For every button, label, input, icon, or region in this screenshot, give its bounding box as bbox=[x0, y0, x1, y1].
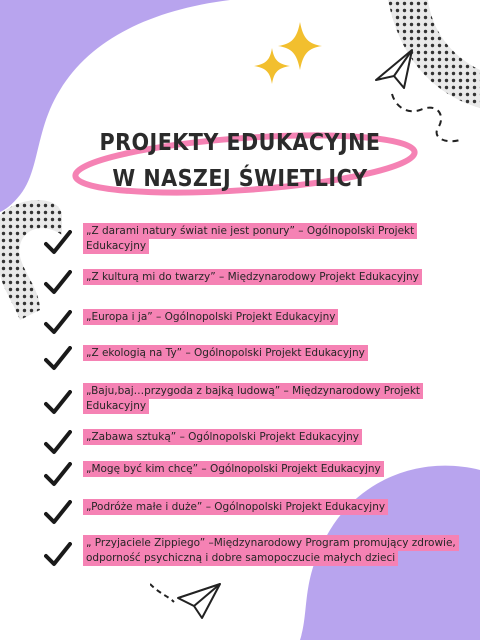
checkmark-icon bbox=[44, 310, 72, 336]
checkmark-icon bbox=[44, 346, 72, 372]
page-title bbox=[87, 125, 393, 197]
project-label: „Z ekologią na Ty” – Ogólnopolski Projekt Edukacyjny bbox=[83, 345, 368, 361]
title-line-2: W NASZEJ ŚWIETLICY bbox=[112, 166, 368, 192]
project-label: „Mogę być kim chcę” – Ogólnopolski Projekt Edukacyjny bbox=[83, 461, 384, 477]
project-label: „Podróże małe i duże” – Ogólnopolski Projekt Edukacyjny bbox=[83, 499, 388, 515]
checkmark-icon bbox=[44, 500, 72, 526]
project-label: „Z darami natury świat nie jest ponury” – Ogólnopolski Projekt Edukacyjny bbox=[83, 223, 417, 254]
checkmark-icon bbox=[44, 390, 72, 416]
project-label: „ Przyjaciele Zippiego” –Międzynarodowy Program promujący zdrowie, odporność psychiczną i dobre samopoczucie małych dzieci bbox=[83, 535, 459, 566]
project-label: „Z kulturą mi do twarzy” – Międzynarodowy Projekt Edukacyjny bbox=[83, 269, 422, 285]
project-label: „Zabawa sztuką” – Ogólnopolski Projekt Edukacyjny bbox=[83, 429, 362, 445]
checkmark-icon bbox=[44, 270, 72, 296]
checkmark-icon bbox=[44, 430, 72, 456]
paper-plane-bottom-icon bbox=[150, 578, 240, 638]
polka-dot-wave-left bbox=[0, 195, 80, 325]
title-line-1: PROJEKTY EDUKACYJNE bbox=[99, 130, 381, 156]
checkmark-icon bbox=[44, 462, 72, 488]
project-label: „Baju,baj…przygoda z bajką ludową” – Międzynarodowy Projekt Edukacyjny bbox=[83, 383, 423, 414]
checkmark-icon bbox=[44, 542, 72, 568]
checkmark-icon bbox=[44, 230, 72, 256]
project-label: „Europa i ja” – Ogólnopolski Projekt Edukacyjny bbox=[83, 309, 338, 325]
yellow-sparkle-stars bbox=[250, 20, 330, 90]
